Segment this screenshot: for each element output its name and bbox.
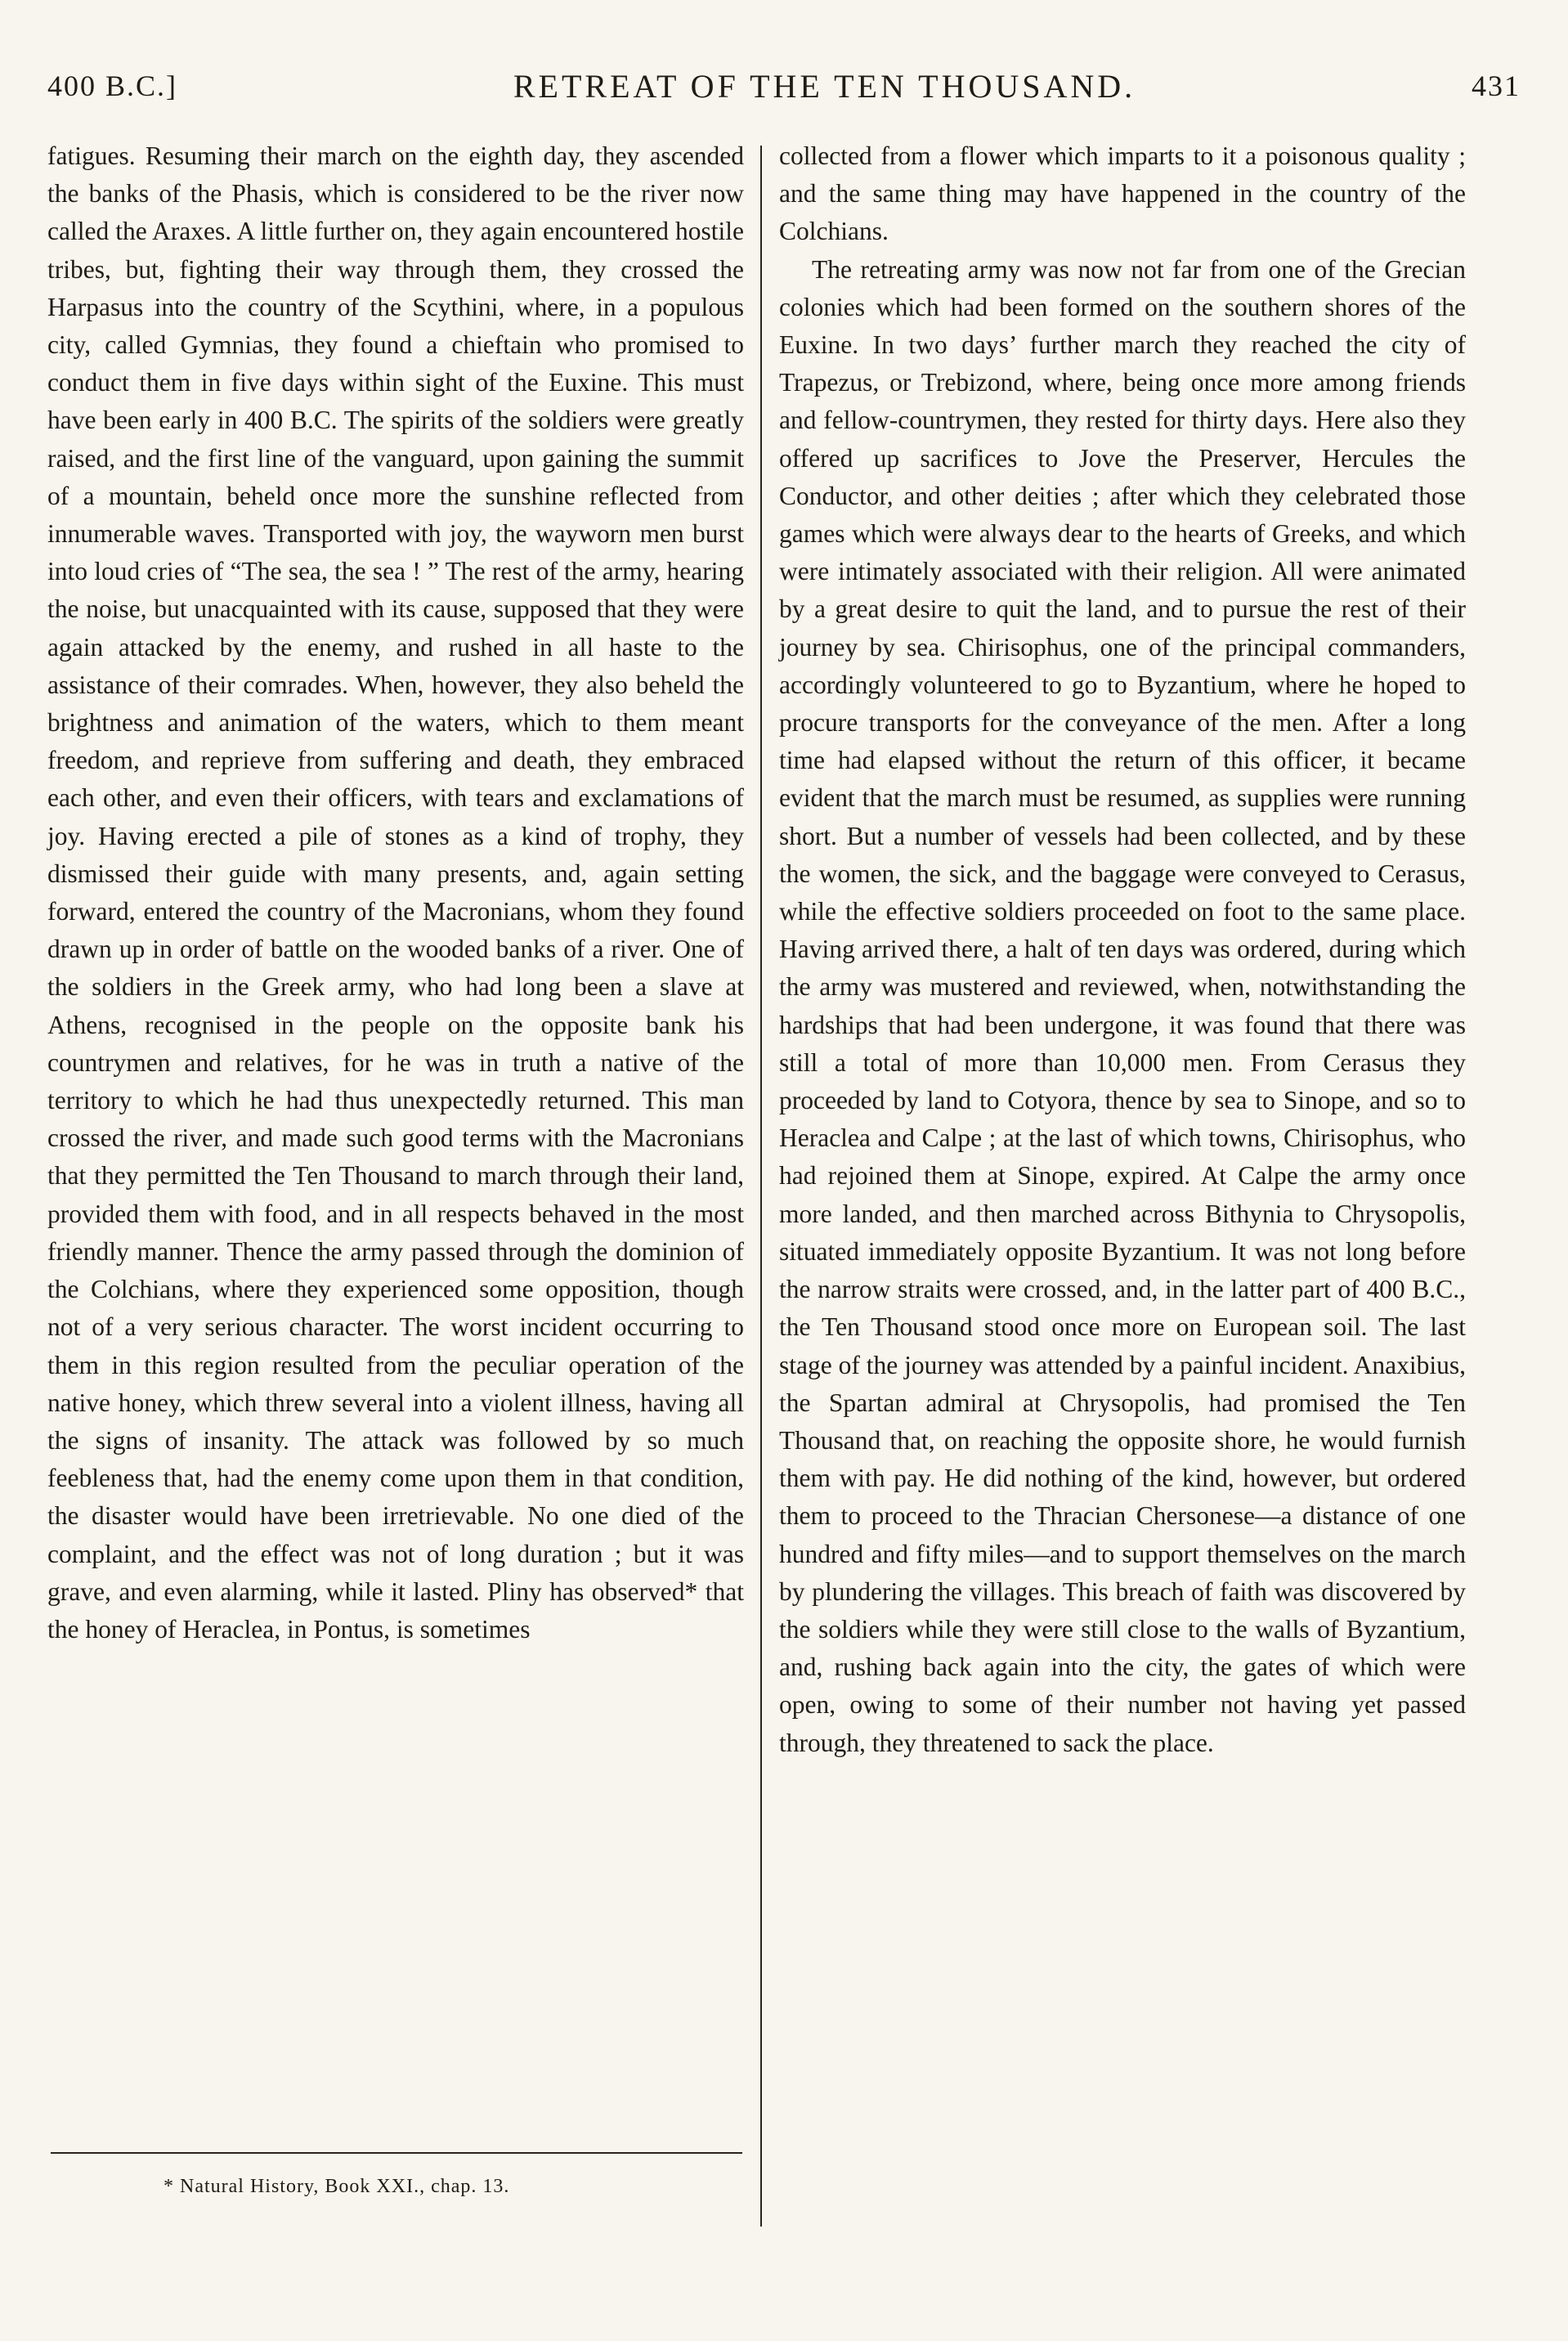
left-column bbox=[47, 137, 744, 1648]
header-date: 400 B.C.] bbox=[47, 70, 178, 102]
page-title: RETREAT OF THE TEN THOUSAND. bbox=[513, 67, 1136, 105]
page-number: 431 bbox=[1472, 70, 1521, 102]
column-divider bbox=[760, 146, 762, 2227]
right-paragraph-2: The retreating army was now not far from one of the Grecian colonies which had been formed on the southern shores of the Euxine. In two days’ further march they reached the city of Trapezus, or Trebizond, where, being once more among friends and fellow-countrymen, they rested for thirty days. Here also they offered up sacrifices to Jove the Preserver, Hercules the Conductor, and other deities ; after which they celebrated those games which were always dear to the hearts of Greeks, and which were intimately associated with their religion. All were animated by a great desire to quit the land, and to pursue the rest of their journey by sea. Chirisophus, one of the principal commanders, accordingly volunteered to go to Byzantium, where he hoped to procure transports for the conveyance of the men. After a long time had elapsed without the return of this officer, it became evident that the march must be resumed, as supplies were running short. But a number of vessels had been collected, and by these the women, the sick, and the baggage were conveyed to Cerasus, while the effective soldiers proceeded on foot to the same place. Having arrived there, a halt of ten days was ordered, during which the army was mustered and reviewed, when, notwithstanding the hardships that had been undergone, it was found that there was still a total of more than 10,000 men. From Cerasus they proceeded by land to Cotyora, thence by sea to Sinope, and so to Heraclea and Calpe ; at the last of which towns, Chirisophus, who had rejoined them at Sinope, expired. At Calpe the army once more landed, and then marched across Bithynia to Chrysopolis, situated immediately opposite Byzantium. It was not long before the narrow straits were crossed, and, in the latter part of 400 B.C., the Ten Thousand stood once more on European soil. The last stage of the journey was attended by a painful incident. Anaxibius, the Spartan admiral at Chrysopolis, had promised the Ten Thousand that, on reaching the opposite shore, he would furnish them with pay. He did nothing of the kind, however, but ordered them to proceed to the Thracian Chersonese—a distance of one hundred and fifty miles—and to support themselves on the march by plundering the villages. This breach of faith was discovered by the soldiers while they were still close to the walls of Byzantium, and, rushing back again into the city, the gates of which were open, owing to some of their number not having yet passed through, they threatened to sack the place. bbox=[779, 254, 1466, 1757]
running-header bbox=[47, 57, 1521, 114]
right-paragraph-1: collected from a flower which imparts to it a poisonous quality ; and the same thing may have happened in the country of the Colchians. bbox=[779, 141, 1466, 246]
left-paragraph: fatigues. Resuming their march on the eighth day, they ascended the banks of the Phasis, which is considered to be the river now called the Araxes. A little further on, they again encountered hostile tribes, but, fighting their way through them, they crossed the Harpasus into the country of the Scythini, where, in a populous city, called Gymnias, they found a chieftain who promised to conduct them in five days within sight of the Euxine. This must have been early in 400 B.C. The spirits of the soldiers were greatly raised, and the first line of the vanguard, upon gaining the summit of a mountain, beheld once more the sunshine reflected from innumerable waves. Transported with joy, the wayworn men burst into loud cries of “The sea, the sea ! ” The rest of the army, hearing the noise, but unacquainted with its cause, supposed that they were again attacked by the enemy, and rushed in all haste to the assistance of their comrades. When, however, they also beheld the brightness and animation of the waters, which to them meant freedom, and reprieve from suffering and death, they embraced each other, and even their officers, with tears and exclamations of joy. Having erected a pile of stones as a kind of trophy, they dismissed their guide with many presents, and, again setting forward, entered the country of the Macronians, whom they found drawn up in order of battle on the wooded banks of a river. One of the soldiers in the Greek army, who had long been a slave at Athens, recognised in the people on the opposite bank his countrymen and relatives, for he was in truth a native of the territory to which he had thus unexpectedly returned. This man crossed the river, and made such good terms with the Macronians that they permitted the Ten Thousand to march through their land, provided them with food, and in all respects behaved in the most friendly manner. Thence the army passed through the dominion of the Colchians, where they experienced some opposition, though not of a very serious character. The worst incident occurring to them in this region resulted from the peculiar operation of the native honey, which threw several into a violent illness, having all the signs of insanity. The attack was followed by so much feebleness that, had the enemy come upon them in that condition, the disaster would have been irretrievable. No one died of the complaint, and the effect was not of long duration ; but it was grave, and even alarming, while it lasted. Pliny has observed* that the honey of Heraclea, in Pontus, is sometimes bbox=[47, 141, 744, 1644]
right-column bbox=[779, 137, 1466, 1762]
footnote: * Natural History, Book XXI., chap. 13. bbox=[164, 2176, 510, 2197]
footnote-rule bbox=[51, 2152, 742, 2154]
